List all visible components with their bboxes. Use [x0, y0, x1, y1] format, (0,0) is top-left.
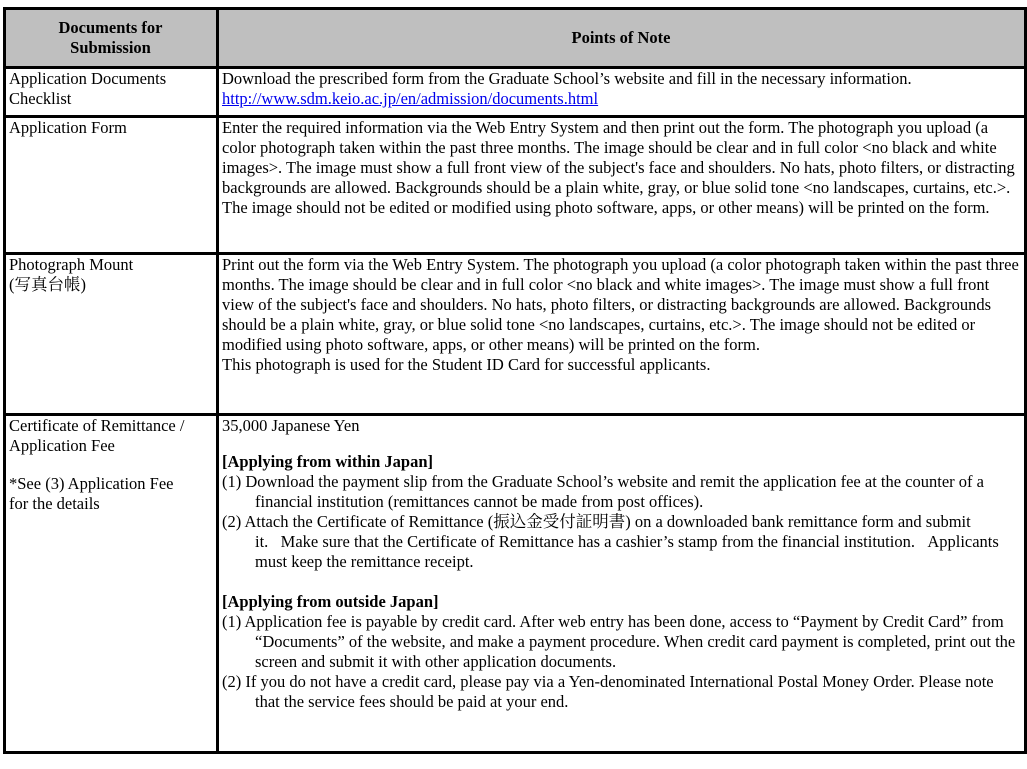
table-header-row	[5, 9, 1026, 68]
document-name-line1: Certificate of Remittance /	[9, 416, 185, 435]
note-cell	[218, 117, 1026, 254]
document-cell	[5, 68, 218, 117]
document-name-line2: Application Fee	[9, 436, 115, 455]
section-heading-within-japan: [Applying from within Japan]	[222, 452, 434, 471]
note-text: Enter the required information via the Web Entry System and then print out the form. The photograph you upload (a color photograph taken within the past three months. The image should be clear and in full color <no black and white images>. The image must show a full front view of the subject's face and shoulders. No hats, photo filters, or distracting backgrounds are allowed. Backgrounds should be a plain white, gray, or blue solid tone <no landscapes, curtains, etc.>. The image should not be edited or modified using photo software, apps, or other means) will be printed on the form.	[222, 118, 1015, 217]
document-name-line1: Application Documents	[9, 69, 167, 88]
note-text: Download the prescribed form from the Graduate School’s website and fill in the necessary information.	[222, 69, 912, 88]
submission-documents-table	[3, 7, 1027, 754]
table-row	[5, 68, 1026, 117]
document-cell	[5, 117, 218, 254]
note-cell	[218, 68, 1026, 117]
spacer	[222, 436, 1020, 450]
document-note-line2: for the details	[9, 494, 100, 513]
document-name: Application Form	[9, 118, 127, 137]
document-name-line2: (写真台帳)	[9, 275, 86, 294]
section-heading-outside-japan: [Applying from outside Japan]	[222, 592, 439, 611]
list-item: (2) If you do not have a credit card, please pay via a Yen-denominated International Postal Money Order. Please note that the service fees should be paid at your end.	[222, 672, 994, 711]
note-text: Print out the form via the Web Entry System. The photograph you upload (a color photograph taken within the past three months. The image should be clear and in full color <no black and white images>. The image must show a full front view of the subject's face and shoulders. No hats, photo filters, or distracting backgrounds are allowed. Backgrounds should be a plain white, gray, or blue solid tone <no landscapes, curtains, etc.>. The image should not be edited or modified using photo software, apps, or other means) will be printed on the form.	[222, 255, 1019, 354]
header-documents	[5, 9, 218, 68]
document-name-line1: Photograph Mount	[9, 255, 134, 274]
table-row	[5, 415, 1026, 753]
document-note-line1: *See (3) Application Fee	[9, 474, 174, 493]
note-extra: This photograph is used for the Student ID Card for successful applicants.	[222, 355, 711, 374]
note-cell	[218, 254, 1026, 415]
header-documents-line1: Documents for	[58, 18, 163, 37]
document-name-line2: Checklist	[9, 89, 72, 108]
application-fee-amount: 35,000 Japanese Yen	[222, 416, 360, 435]
header-documents-line2: Submission	[70, 38, 151, 57]
table-row	[5, 117, 1026, 254]
note-cell	[218, 415, 1026, 753]
documents-page-link[interactable]: http://www.sdm.keio.ac.jp/en/admission/documents.html	[222, 89, 599, 108]
spacer	[9, 456, 212, 474]
table-row	[5, 254, 1026, 415]
document-cell	[5, 254, 218, 415]
spacer	[222, 572, 1020, 590]
header-points-of-note	[218, 9, 1026, 68]
document-cell	[5, 415, 218, 753]
list-item: (1) Application fee is payable by credit card. After web entry has been done, access to “Payment by Credit Card” from “Documents” of the website, and make a payment procedure. When credit card payment is completed, print out the screen and submit it with other application documents.	[222, 612, 1016, 671]
header-points-of-note-label: Points of Note	[571, 28, 671, 47]
list-item: (1) Download the payment slip from the Graduate School’s website and remit the application fee at the counter of a financial institution (remittances cannot be made from post offices).	[222, 472, 984, 511]
list-item: (2) Attach the Certificate of Remittance (振込金受付証明書) on a downloaded bank remittance form and submit it. Make sure that the Certificate of Remittance has a cashier’s stamp from the financial institution. Applicants must keep the remittance receipt.	[222, 512, 999, 571]
